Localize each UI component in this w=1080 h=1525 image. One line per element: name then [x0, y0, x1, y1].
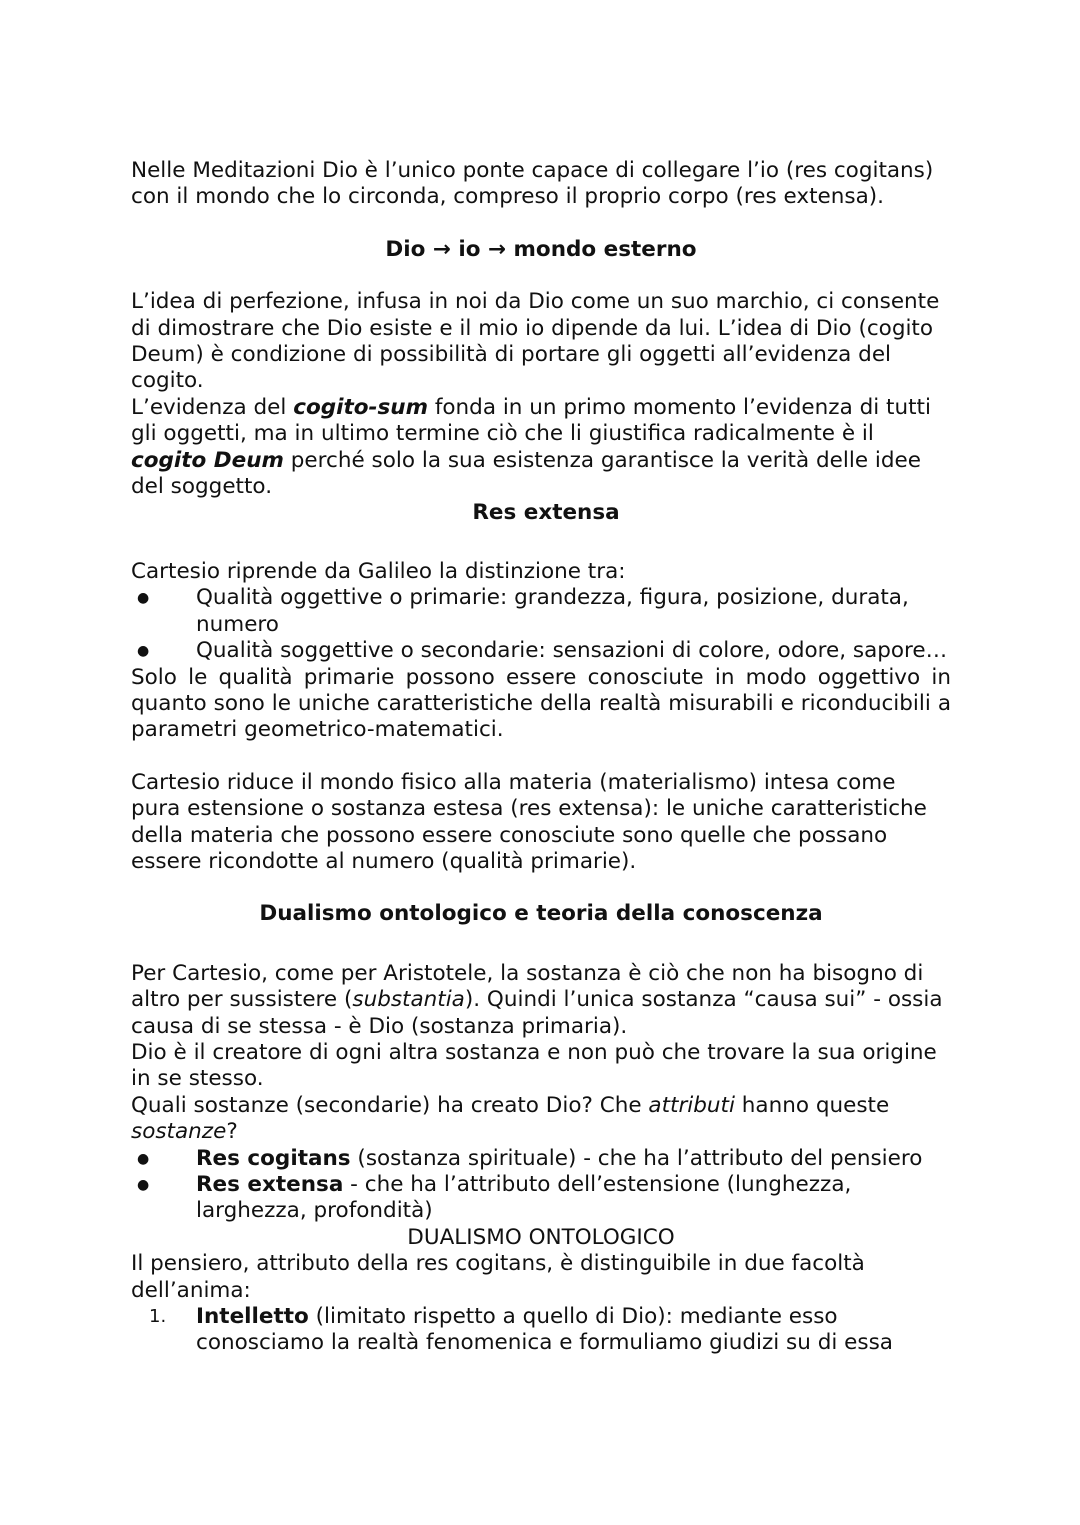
list-item: ● Res cogitans (sostanza spirituale) - che ha l’attributo del pensiero — [131, 1146, 951, 1172]
emphasis-attributi: attributi — [648, 1092, 735, 1118]
faculties-list — [131, 1304, 951, 1357]
paragraph-meditazioni: Nelle Meditazioni Dio è l’unico ponte capace di collegare l’io (res cogitans) con il mondo che lo circonda, compreso il proprio corpo (res extensa). — [131, 158, 934, 210]
paragraph-dio-creatore: Dio è il creatore di ogni altra sostanza e non può che trovare la sua origine in se stesso. — [131, 1039, 937, 1092]
paragraph-quali-sostanze: Quali sostanze (secondarie) ha creato Dio? Che attributi hanno queste sostanze? — [131, 1092, 890, 1145]
list-item: 1. Intelletto (limitato rispetto a quello di Dio): mediante esso conosciamo la realtà fenomenica e formuliamo giudizi su di essa — [149, 1304, 893, 1356]
paragraph-materialismo: Cartesio riduce il mondo fisico alla materia (materialismo) intesa come pura estensione o sostanza estesa (res extensa): le uniche caratteristiche della materia che possono essere conosciute sono quelle che possano essere ricondotte al numero (qualità primarie). — [131, 769, 927, 874]
diagram-line: Dio → io → mondo esterno — [385, 236, 697, 262]
emphasis-substantia: substantia — [352, 987, 465, 1013]
substances-list — [131, 1146, 951, 1225]
paragraph-galileo: Cartesio riprende da Galileo la distinzione tra: — [131, 558, 626, 584]
document-page — [131, 158, 951, 1357]
paragraph-pensiero: Il pensiero, attributo della res cogitans, è distinguibile in due facoltà dell’anima: — [131, 1251, 865, 1303]
emphasis-cogito-deum: cogito Deum — [131, 447, 284, 473]
paragraph-cogito-sum: L’evidenza del cogito-sum fonda in un primo momento l’evidenza di tutti gli oggetti, ma in ultimo termine ciò che li giustifica radicalmente è il cogito Deum perché solo la sua esistenza garantisce la verità delle idee del soggetto. — [131, 394, 931, 500]
emphasis-sostanze: sostanze — [131, 1119, 227, 1145]
heading-dualismo-ontologico: Dualismo ontologico e teoria della conoscenza — [259, 901, 823, 927]
list-item: ● Res extensa - che ha l’attributo dell’estensione (lunghezza, larghezza, profondità) — [131, 1172, 951, 1225]
paragraph-sostanza: Per Cartesio, come per Aristotele, la sostanza è ciò che non ha bisogno di altro per sussistere (substantia). Quindi l’unica sostanza “causa sui” - ossia causa di se stessa - è Dio (sostanza primaria). — [131, 960, 943, 1039]
label-dualismo-ontologico: DUALISMO ONTOLOGICO — [407, 1224, 675, 1250]
paragraph-idea-perfezione: L’idea di perfezione, infusa in noi da Dio come un suo marchio, ci consente di dimostrare che Dio esiste e il mio io dipende da lui. L’idea di Dio (cogito Deum) è condizione di possibilità di portare gli oggetti all’evidenza del cogito. — [131, 289, 940, 394]
emphasis-cogito-sum: cogito-sum — [293, 394, 428, 420]
list-item: ● Qualità soggettive o secondarie: sensazioni di colore, odore, sapore… — [131, 638, 951, 664]
paragraph-qualita-primarie: Solo le qualità primarie possono essere conosciute in modo oggettivo in quanto sono le uniche caratteristiche della realtà misurabili e riconducibili a parametri geometrico-matematici. — [131, 664, 951, 743]
qualities-list — [131, 585, 951, 664]
list-item: ● Qualità oggettive o primarie: grandezza, figura, posizione, durata, numero — [131, 585, 951, 638]
heading-res-extensa: Res extensa — [472, 500, 620, 526]
